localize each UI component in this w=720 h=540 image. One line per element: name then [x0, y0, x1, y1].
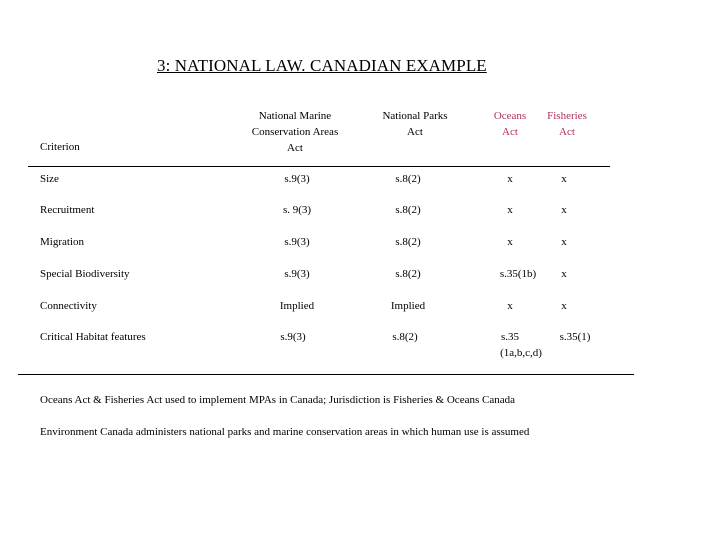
header-criterion: Criterion: [40, 141, 80, 153]
row-connectivity-fisheries: x: [561, 300, 567, 312]
row-connectivity-parks: Implied: [390, 300, 426, 312]
row-critical-habitat-parks: s.8(2): [392, 331, 418, 343]
row-migration-fisheries: x: [561, 236, 567, 248]
row-connectivity-nmca: Implied: [279, 300, 315, 312]
row-special-biodiversity-criterion: Special Biodiversity: [40, 268, 130, 280]
row-special-biodiversity-parks: s.8(2): [395, 268, 421, 280]
header-nmca: National Marine Conservation Areas Act: [251, 110, 339, 154]
row-special-biodiversity-oceans: s.35(1b): [499, 268, 537, 280]
note-environment-canada: Environment Canada administers national parks and marine conservation areas in which human use is assumed: [40, 426, 530, 438]
row-connectivity-criterion: Connectivity: [40, 300, 97, 312]
row-size-nmca: s.9(3): [284, 173, 310, 185]
row-critical-habitat-criterion: Critical Habitat features: [40, 331, 146, 343]
row-size-oceans: x: [507, 173, 513, 185]
row-recruitment-nmca: s. 9(3): [282, 204, 312, 216]
row-critical-habitat-oceans-line2: (1a,b,c,d): [500, 347, 542, 359]
header-oceans: Oceans Act: [493, 110, 527, 138]
row-size-fisheries: x: [561, 173, 567, 185]
header-national-parks: National Parks Act: [382, 110, 448, 138]
header-rule: [28, 166, 610, 167]
row-migration-criterion: Migration: [40, 236, 84, 248]
page-title: 3: NATIONAL LAW. CANADIAN EXAMPLE: [157, 56, 487, 75]
row-migration-oceans: x: [507, 236, 513, 248]
row-recruitment-parks: s.8(2): [395, 204, 421, 216]
row-critical-habitat-nmca: s.9(3): [280, 331, 306, 343]
row-critical-habitat-oceans: s.35: [500, 331, 520, 343]
header-fisheries: Fisheries Act: [547, 110, 587, 138]
table-bottom-rule: [18, 374, 634, 375]
row-migration-nmca: s.9(3): [284, 236, 310, 248]
row-recruitment-criterion: Recruitment: [40, 204, 95, 216]
note-mpa-implementation: Oceans Act & Fisheries Act used to implement MPAs in Canada; Jurisdiction is Fisheries & Oceans Canada: [40, 394, 515, 406]
row-special-biodiversity-nmca: s.9(3): [284, 268, 310, 280]
row-connectivity-oceans: x: [507, 300, 513, 312]
row-migration-parks: s.8(2): [395, 236, 421, 248]
row-recruitment-fisheries: x: [561, 204, 567, 216]
row-size-parks: s.8(2): [395, 173, 421, 185]
row-critical-habitat-fisheries: s.35(1): [559, 331, 591, 343]
row-special-biodiversity-fisheries: x: [561, 268, 567, 280]
row-recruitment-oceans: x: [507, 204, 513, 216]
row-size-criterion: Size: [40, 173, 59, 185]
